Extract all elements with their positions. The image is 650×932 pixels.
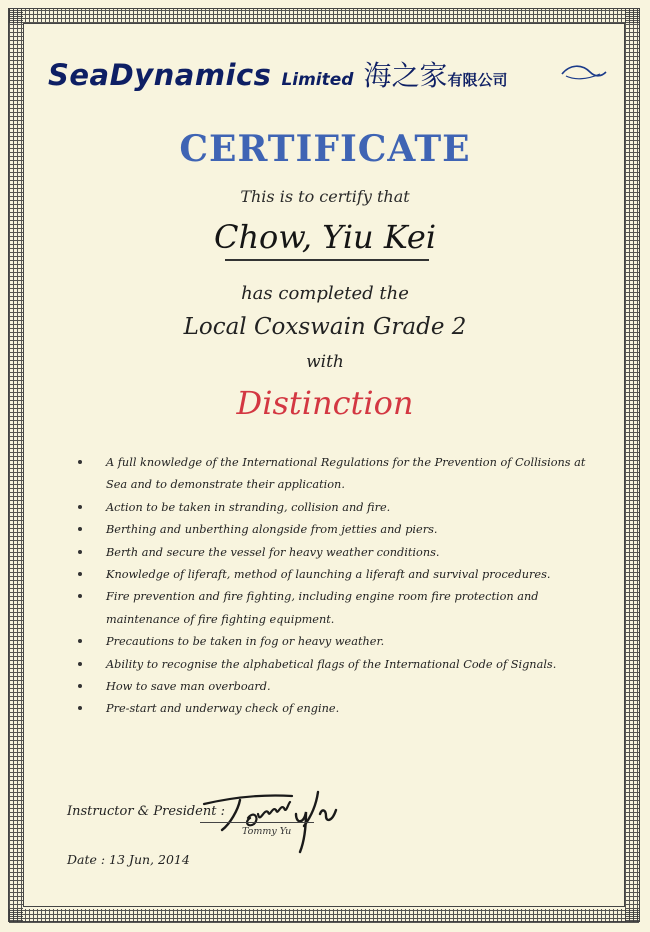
competency-item: [78, 654, 598, 676]
competency-text: Berth and secure the vessel for heavy weather conditions.: [106, 545, 440, 559]
border-chain-bottom: [9, 909, 639, 923]
handwritten-signature: [200, 784, 360, 856]
logo-limited-text: Limited: [281, 70, 354, 90]
bullet-icon: [78, 460, 82, 464]
signatory-printed-name: Tommy Yu: [242, 826, 292, 837]
logo-chinese-name: 海之家: [363, 59, 448, 92]
issue-date: Date : 13 Jun, 2014: [67, 852, 190, 867]
competency-item: [78, 452, 598, 497]
logo-brand-text: SeaDynamics: [48, 58, 272, 92]
with-text: with: [306, 352, 344, 372]
logo-chinese-suffix: 有限公司: [447, 71, 508, 89]
certificate-title: CERTIFICATE: [179, 128, 471, 170]
signature-line: [200, 822, 314, 823]
course-name: Local Coxswain Grade 2: [183, 314, 467, 340]
certify-text: This is to certify that: [240, 187, 410, 206]
competency-text: Fire prevention and fire fighting, including engine room fire protection and maintenance of fire fighting equipment.: [106, 590, 539, 626]
bullet-icon: [78, 594, 82, 598]
competency-text: How to save man overboard.: [106, 680, 271, 694]
wave-logo-icon: [560, 62, 608, 84]
name-underline: [225, 259, 429, 261]
grade-distinction: Distinction: [236, 384, 414, 422]
company-logo: [48, 54, 508, 94]
competency-text: Pre-start and underway check of engine.: [106, 702, 340, 716]
bullet-icon: [78, 572, 82, 576]
bullet-icon: [78, 527, 82, 531]
competency-text: Knowledge of liferaft, method of launching a liferaft and survival procedures.: [106, 568, 551, 582]
competency-text: Berthing and unberthing alongside from jetties and piers.: [106, 523, 438, 537]
competency-item: [78, 542, 598, 564]
bullet-icon: [78, 550, 82, 554]
bullet-icon: [78, 505, 82, 509]
competency-item: [78, 676, 598, 698]
bullet-icon: [78, 706, 82, 710]
competency-text: Ability to recognise the alphabetical flags of the International Code of Signals.: [106, 657, 557, 671]
competency-text: A full knowledge of the International Regulations for the Prevention of Collisions at Sea and to demonstrate their application.: [106, 456, 586, 492]
competency-item: [78, 497, 598, 519]
competency-text: Precautions to be taken in fog or heavy weather.: [106, 635, 385, 649]
recipient-name: Chow, Yiu Kei: [213, 218, 437, 256]
competency-item: [78, 631, 598, 653]
bullet-icon: [78, 662, 82, 666]
competency-item: [78, 586, 598, 631]
competency-item: [78, 698, 598, 720]
competency-text: Action to be taken in stranding, collision and fire.: [106, 500, 391, 514]
completed-text: has completed the: [241, 283, 409, 304]
competency-item: [78, 519, 598, 541]
competency-item: [78, 564, 598, 586]
signatory-label: Instructor & President :: [67, 804, 225, 819]
bullet-icon: [78, 639, 82, 643]
border-chain-top: [9, 9, 639, 23]
bullet-icon: [78, 684, 82, 688]
competency-list: [78, 452, 598, 721]
